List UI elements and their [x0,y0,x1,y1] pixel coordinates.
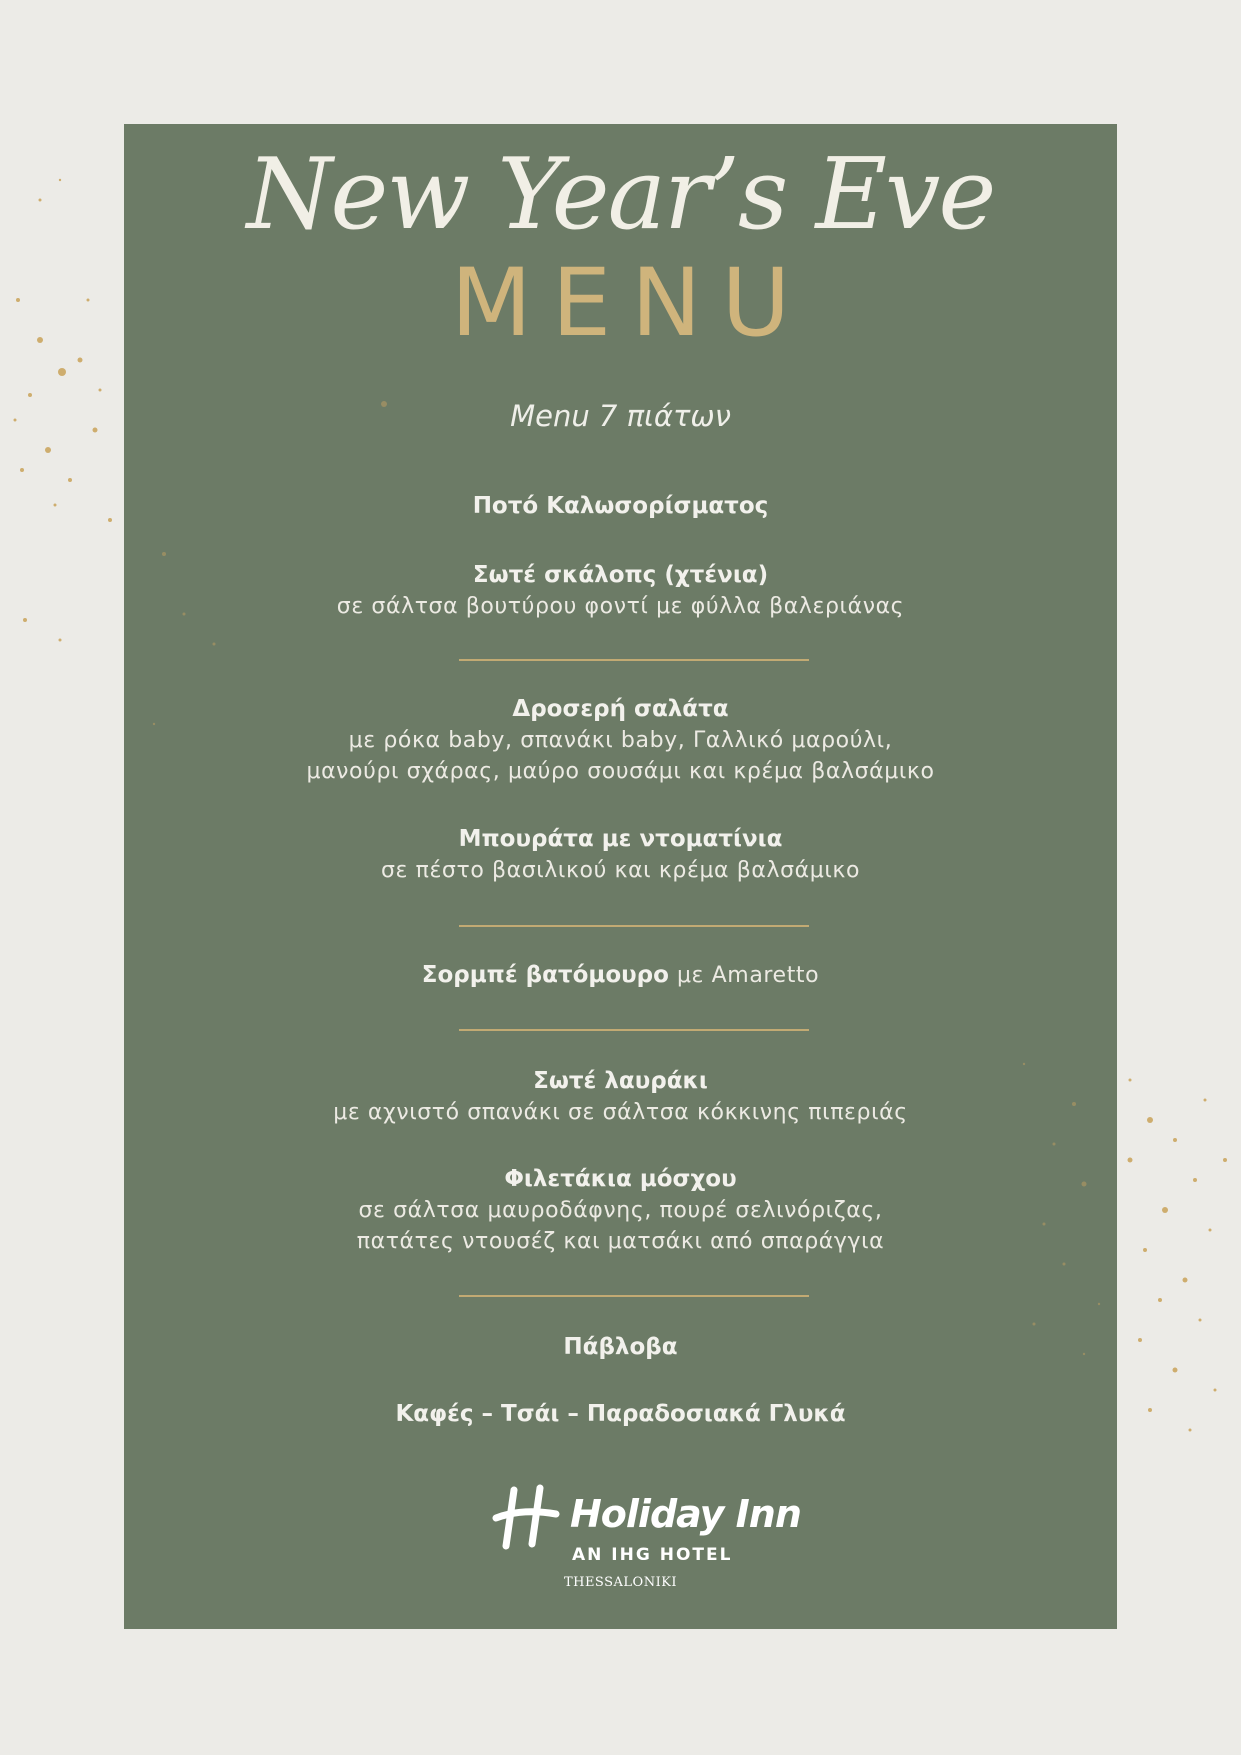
holiday-inn-h-icon [492,1484,562,1554]
course-welcome-drink [124,491,1117,522]
dish-name: Μπουράτα με ντοματίνια [458,826,783,852]
dish-description: με Amaretto [676,963,820,988]
dish-name: Ποτό Καλωσορίσματος [472,493,769,519]
dish-description: πατάτες ντουσέζ και ματσάκι από σπαράγγια [356,1229,885,1254]
dish-name: Σορμπέ βατόμουρο [421,962,669,988]
dish-name: Φιλετάκια μόσχου [504,1166,737,1192]
dish-description: με ρόκα baby, σπανάκι baby, Γαλλικό μαρούλι, [348,728,893,753]
dish-name: Δροσερή σαλάτα [512,696,729,722]
menu-subtitle: Menu 7 πιάτων [510,399,731,433]
logo-tagline: AN IHG HOTEL [572,1545,733,1565]
course-burrata [124,824,1117,886]
gold-divider [459,925,809,927]
course-beef-fillets [124,1164,1117,1257]
course-coffee-tea [124,1399,1117,1430]
script-title: New Year’s Eve [246,138,995,252]
dish-description: σε σάλτσα μαυροδάφνης, πουρέ σελινόριζας, [358,1198,883,1223]
dish-name: Σωτέ λαυράκι [533,1068,708,1094]
gold-divider [459,659,809,661]
logo-city: THESSALONIKI [563,1575,678,1590]
gold-divider [459,1029,809,1031]
course-pavlova [124,1332,1117,1363]
dish-description: μανούρι σχάρας, μαύρο σουσάμι και κρέμα βαλσάμικο [306,759,935,784]
dish-description: με αχνιστό σπανάκι σε σάλτσα κόκκινης πιπεριάς [333,1100,908,1125]
gold-divider [459,1295,809,1297]
dish-name: Καφές – Τσάι – Παραδοσιακά Γλυκά [395,1401,846,1427]
course-sea-bass [124,1066,1117,1128]
course-sorbet [124,960,1117,991]
dish-description: σε πέστο βασιλικού και κρέμα βαλσάμικο [380,858,861,883]
logo-brand-name: Holiday Inn [570,1492,801,1536]
dish-name: Σωτέ σκάλοπς (χτένια) [472,562,769,588]
menu-title: MENU [450,249,811,358]
course-salad [124,694,1117,787]
menu-card [124,124,1117,1629]
dish-name: Πάβλοβα [563,1334,678,1360]
dish-description: σε σάλτσα βουτύρου φοντί με φύλλα βαλεριάνας [336,594,905,619]
holiday-inn-logo [124,1484,1117,1604]
course-scallops [124,560,1117,622]
